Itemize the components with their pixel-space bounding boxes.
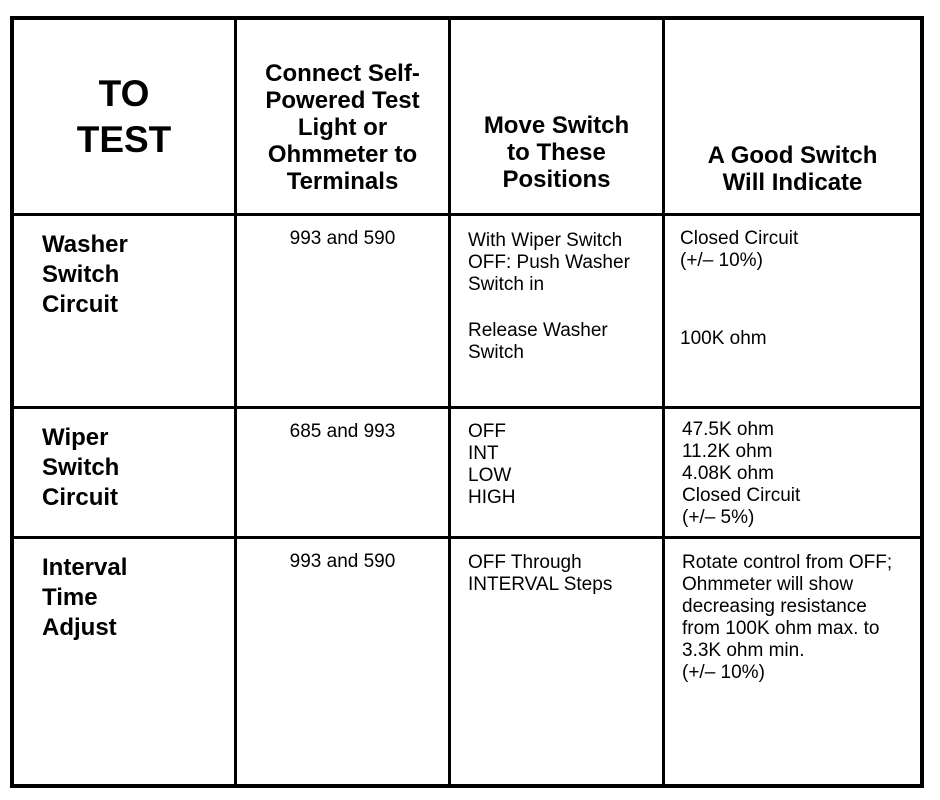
positions-washer [468, 230, 658, 296]
header-connect-line: Powered Test [265, 87, 420, 114]
indicate-line: 3.3K ohm min. [682, 640, 805, 661]
position-line: Release Washer [468, 320, 608, 341]
row-title-line: Interval [42, 554, 128, 581]
indicate-interval [682, 552, 918, 684]
indicate-line: (+/– 10%) [682, 662, 765, 683]
position-line: Switch in [468, 274, 545, 295]
indicate-washer [680, 228, 916, 272]
terminals-value: 685 and 993 [289, 421, 396, 442]
position-line: INTERVAL Steps [468, 574, 613, 595]
header-to-test [14, 20, 234, 213]
terminals-value: 993 and 590 [289, 551, 396, 572]
header-move-switch [451, 20, 662, 213]
header-move-line: to These [507, 139, 606, 166]
row-title-interval [14, 539, 234, 784]
row-title-line: Wiper [42, 424, 109, 451]
header-move-line: Positions [502, 166, 611, 193]
header-to-test-line: TO [98, 72, 150, 114]
terminals-washer [237, 216, 448, 406]
indicate-line: Closed Circuit [680, 228, 799, 249]
position-line: Switch [468, 342, 524, 363]
indicate-line: (+/– 5%) [682, 507, 755, 528]
header-connect-terminals [237, 20, 448, 213]
indicate-line: Closed Circuit [682, 485, 801, 506]
header-connect-line: Terminals [286, 168, 399, 195]
row-title-line: Switch [42, 454, 120, 481]
position-line: INT [468, 443, 499, 464]
position-line: OFF Through [468, 552, 582, 573]
indicate-line: from 100K ohm max. to [682, 618, 880, 639]
indicate-line: Ohmmeter will show [682, 574, 854, 595]
row-title-line: Adjust [42, 614, 117, 641]
indicate-wiper [682, 419, 918, 529]
indicate-washer-release [680, 328, 916, 350]
header-good-line: A Good Switch [707, 142, 878, 169]
indicate-line: 11.2K ohm [682, 441, 773, 462]
row-title-wiper [14, 409, 234, 536]
position-line: OFF [468, 421, 506, 442]
header-move-line: Move Switch [483, 112, 630, 139]
positions-interval [468, 552, 658, 596]
row-title-washer [14, 216, 234, 406]
header-to-test-line: TEST [76, 118, 172, 160]
row-title-line: Time [42, 584, 98, 611]
row-title-line: Switch [42, 261, 120, 288]
positions-washer-release [468, 320, 658, 364]
terminals-interval [237, 539, 448, 784]
position-line: HIGH [468, 487, 516, 508]
position-line: LOW [468, 465, 512, 486]
header-connect-line: Ohmmeter to [267, 141, 418, 168]
header-connect-line: Light or [297, 114, 388, 141]
indicate-line: 47.5K ohm [682, 419, 774, 440]
terminals-value: 993 and 590 [289, 228, 396, 249]
header-connect-line: Connect Self- [265, 60, 420, 87]
positions-wiper [468, 421, 658, 509]
indicate-line: decreasing resistance [682, 596, 867, 617]
terminals-wiper [237, 409, 448, 536]
row-title-line: Washer [42, 231, 128, 258]
indicate-line: 4.08K ohm [682, 463, 774, 484]
row-title-line: Circuit [42, 291, 119, 318]
row-title-line: Circuit [42, 484, 119, 511]
indicate-line: Rotate control from OFF; [682, 552, 893, 573]
indicate-line: (+/– 10%) [680, 250, 763, 271]
header-good-line: Will Indicate [722, 169, 863, 196]
switch-test-table [10, 16, 924, 788]
header-good-switch [665, 20, 920, 213]
position-line: With Wiper Switch [468, 230, 623, 251]
indicate-line: 100K ohm [680, 328, 767, 349]
position-line: OFF: Push Washer [468, 252, 630, 273]
